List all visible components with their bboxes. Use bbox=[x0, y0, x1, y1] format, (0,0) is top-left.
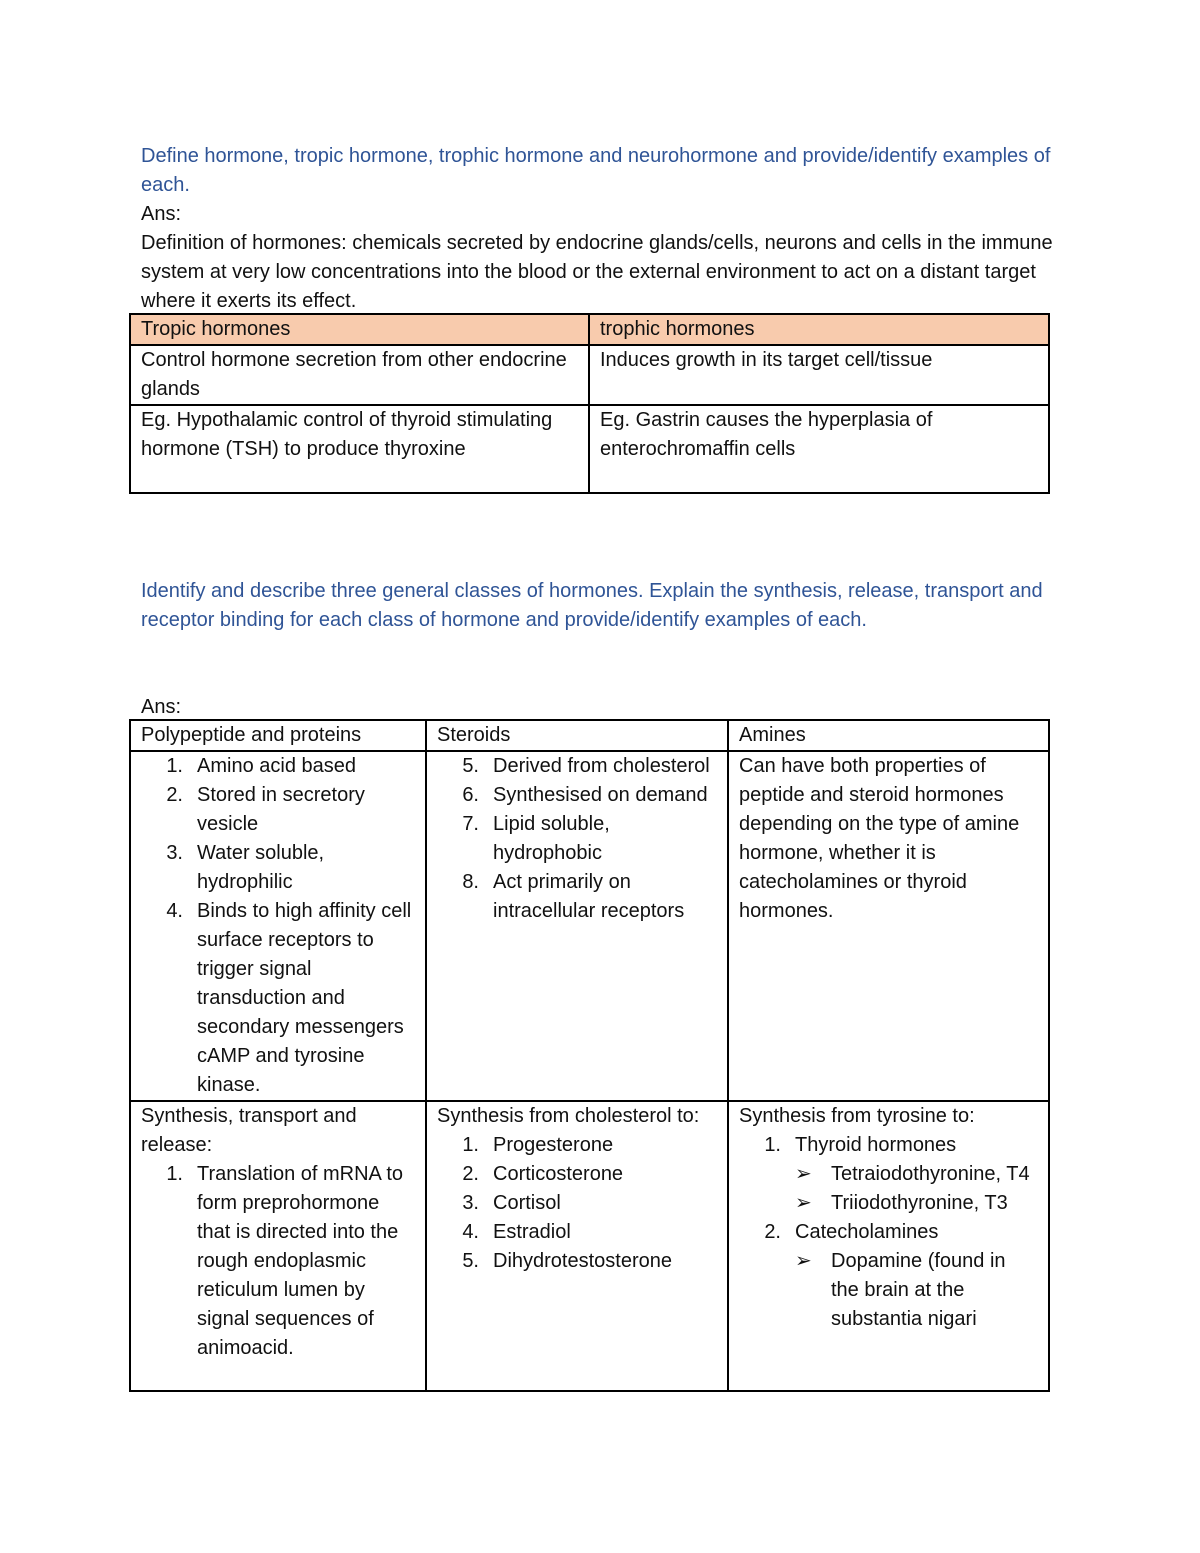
list-number: 2. bbox=[764, 1221, 781, 1243]
amine-synthesis-intro: Synthesis from tyrosine to: bbox=[739, 1105, 975, 1127]
list-text: Act primarily on intracellular receptors bbox=[493, 871, 685, 922]
question-1: Define hormone, tropic hormone, trophic hormone and neurohormone and provide/identify examples of each. bbox=[141, 145, 1051, 196]
list-number: 2. bbox=[166, 784, 183, 806]
list-number: 3. bbox=[166, 842, 183, 864]
list-text: Cortisol bbox=[493, 1192, 561, 1214]
polypeptide-synthesis-intro: Synthesis, transport and release: bbox=[141, 1105, 357, 1156]
sub-list-text: Dopamine (found in the brain at the substantia nigari bbox=[831, 1250, 1006, 1330]
steroid-properties-list bbox=[437, 752, 717, 926]
list-number: 5. bbox=[462, 1250, 479, 1272]
list-text: Water soluble, hydrophilic bbox=[197, 842, 325, 893]
table-header-row bbox=[130, 314, 1049, 345]
table-header-row bbox=[130, 720, 1049, 751]
header-trophic: trophic hormones bbox=[589, 314, 1049, 345]
list-item bbox=[141, 839, 415, 897]
list-number: 1. bbox=[166, 755, 183, 777]
list-text: Catecholamines bbox=[795, 1221, 939, 1243]
sub-list-item bbox=[739, 1160, 1038, 1189]
list-item bbox=[437, 781, 717, 810]
polypeptide-synthesis-list bbox=[141, 1160, 415, 1363]
list-item bbox=[437, 752, 717, 781]
arrow-bullet-icon: ➢ bbox=[795, 1192, 812, 1214]
list-item bbox=[739, 1131, 1038, 1160]
tropic-definition: Control hormone secretion from other endocrine glands bbox=[130, 345, 589, 405]
list-text: Lipid soluble, hydrophobic bbox=[493, 813, 610, 864]
header-steroids: Steroids bbox=[426, 720, 728, 751]
list-number: 7. bbox=[462, 813, 479, 835]
list-number: 1. bbox=[764, 1134, 781, 1156]
list-item bbox=[437, 1131, 717, 1160]
list-text: Amino acid based bbox=[197, 755, 356, 777]
list-text: Progesterone bbox=[493, 1134, 614, 1156]
table-row bbox=[130, 1101, 1049, 1391]
answer-label-2: Ans: bbox=[141, 696, 182, 718]
list-item bbox=[437, 868, 717, 926]
answer-label-1: Ans: bbox=[141, 203, 182, 225]
list-item bbox=[141, 1160, 415, 1363]
list-text: Binds to high affinity cell surface receptors to trigger signal transduction and secondary messengers cAMP and tyrosine kinase. bbox=[197, 900, 412, 1096]
polypeptide-properties-list bbox=[141, 752, 415, 1100]
trophic-example: Eg. Gastrin causes the hyperplasia of enterochromaffin cells bbox=[589, 405, 1049, 493]
list-number: 1. bbox=[462, 1134, 479, 1156]
steroid-synthesis-intro: Synthesis from cholesterol to: bbox=[437, 1105, 700, 1127]
steroid-synthesis-list bbox=[437, 1131, 717, 1276]
amine-properties: Can have both properties of peptide and steroid hormones depending on the type of amine hormone, whether it is catecholamines or thyroid hormones. bbox=[728, 751, 1049, 1101]
list-text: Synthesised on demand bbox=[493, 784, 708, 806]
arrow-bullet-icon: ➢ bbox=[795, 1163, 812, 1185]
list-item bbox=[437, 1218, 717, 1247]
amine-synthesis-list bbox=[739, 1131, 1038, 1334]
list-text: Dihydrotestosterone bbox=[493, 1250, 672, 1272]
list-number: 1. bbox=[166, 1163, 183, 1185]
list-text: Translation of mRNA to form preprohormone that is directed into the rough endoplasmic reticulum lumen by signal sequences of animoacid. bbox=[197, 1163, 404, 1359]
table-row bbox=[130, 345, 1049, 405]
sub-list-text: Triiodothyronine, T3 bbox=[831, 1192, 1008, 1214]
list-number: 2. bbox=[462, 1163, 479, 1185]
tropic-trophic-table bbox=[129, 313, 1050, 494]
list-item bbox=[437, 1247, 717, 1276]
list-item bbox=[739, 1218, 1038, 1247]
table-row bbox=[130, 405, 1049, 493]
hormone-definition: Definition of hormones: chemicals secreted by endocrine glands/cells, neurons and cells in the immune system at very low concentrations into the blood or the external environment to act on a distant target where it exerts its effect. bbox=[141, 232, 1053, 312]
table-row bbox=[130, 751, 1049, 1101]
sub-list-item bbox=[739, 1189, 1038, 1218]
list-text: Estradiol bbox=[493, 1221, 571, 1243]
tropic-example: Eg. Hypothalamic control of thyroid stimulating hormone (TSH) to produce thyroxine bbox=[130, 405, 589, 493]
arrow-bullet-icon: ➢ bbox=[795, 1250, 812, 1272]
list-number: 3. bbox=[462, 1192, 479, 1214]
list-item bbox=[437, 1189, 717, 1218]
sub-list-item bbox=[739, 1247, 1038, 1334]
list-item bbox=[437, 1160, 717, 1189]
sub-list-text: Tetraiodothyronine, T4 bbox=[831, 1163, 1030, 1185]
question-2: Identify and describe three general classes of hormones. Explain the synthesis, release, transport and receptor binding for each class of hormone and provide/identify examples of each. bbox=[141, 580, 1043, 631]
list-text: Corticosterone bbox=[493, 1163, 624, 1185]
hormone-classes-table bbox=[129, 719, 1050, 1392]
header-polypeptide: Polypeptide and proteins bbox=[130, 720, 426, 751]
list-item bbox=[141, 781, 415, 839]
list-text: Thyroid hormones bbox=[795, 1134, 957, 1156]
list-number: 5. bbox=[462, 755, 479, 777]
list-item bbox=[141, 897, 415, 1100]
list-number: 8. bbox=[462, 871, 479, 893]
header-amines: Amines bbox=[728, 720, 1049, 751]
trophic-definition: Induces growth in its target cell/tissue bbox=[589, 345, 1049, 405]
list-number: 4. bbox=[166, 900, 183, 922]
list-item bbox=[437, 810, 717, 868]
list-number: 6. bbox=[462, 784, 479, 806]
list-item bbox=[141, 752, 415, 781]
header-tropic: Tropic hormones bbox=[130, 314, 589, 345]
list-number: 4. bbox=[462, 1221, 479, 1243]
list-text: Stored in secretory vesicle bbox=[197, 784, 365, 835]
list-text: Derived from cholesterol bbox=[493, 755, 710, 777]
